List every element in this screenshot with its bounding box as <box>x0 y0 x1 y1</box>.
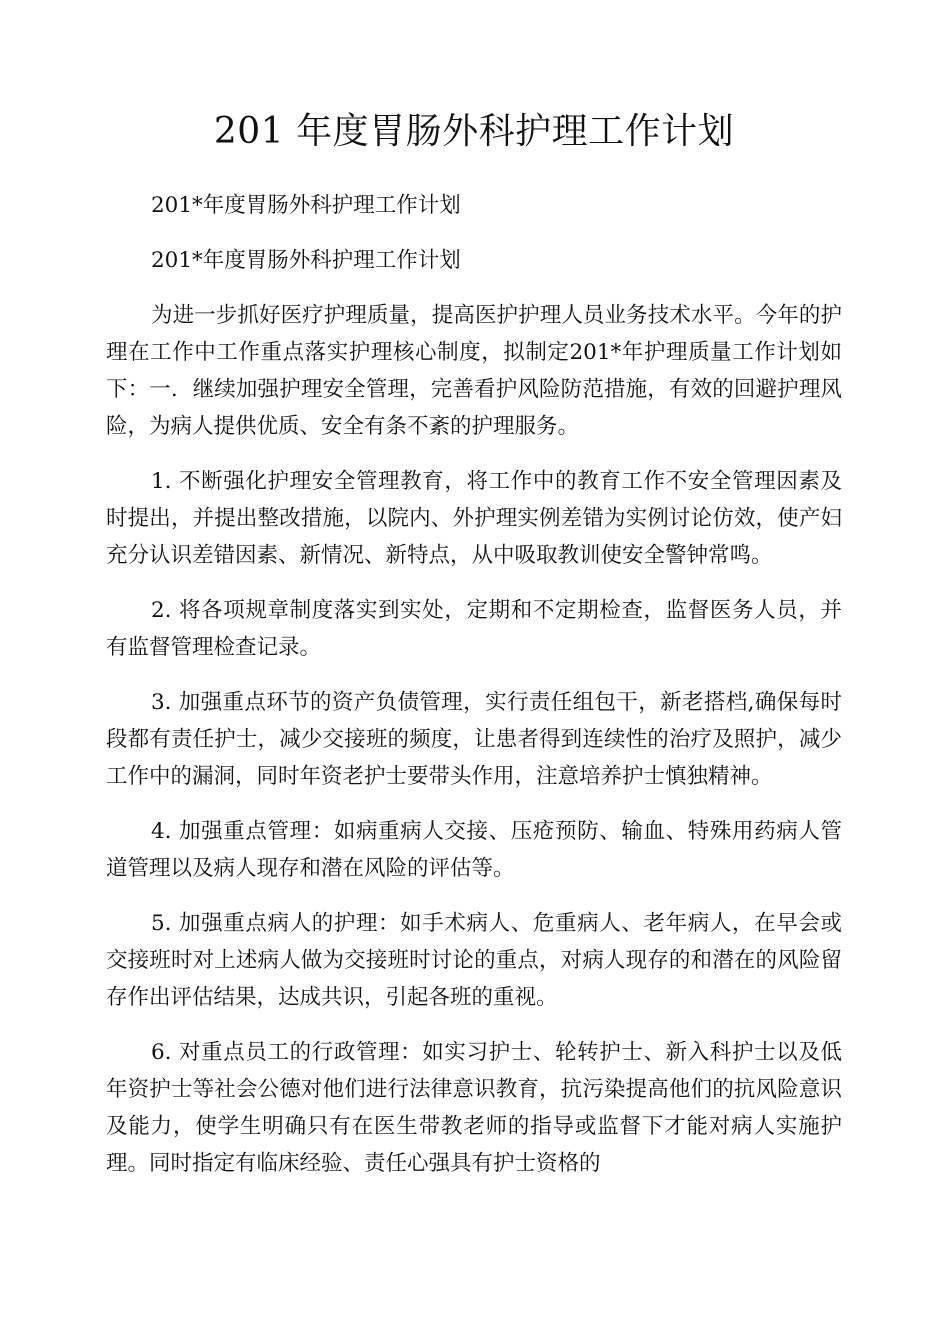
document-title: 201 年度胃肠外科护理工作计划 <box>213 111 735 152</box>
paragraph-item-1: 1. 不断强化护理安全管理教育，将工作中的教育工作不安全管理因素及时提出，并提出整改措施，以院内、外护理实例差错为实例讨论仿效，使产妇充分认识差错因素、新情况、新特点，从中吸取教训使安全警钟常鸣。 <box>106 469 842 568</box>
paragraph-item-4: 4. 加强重点管理：如病重病人交接、压疮预防、输血、特殊用药病人管道管理以及病人现存和潜在风险的评估等。 <box>106 819 842 881</box>
paragraph-item-3: 3. 加强重点环节的资产负债管理，实行责任组包干，新老搭档,确保每时段都有责任护士，减少交接班的频度，让患者得到连续性的治疗及照护，减少工作中的漏洞，同时年资老护士要带头作用，注意培养护士慎独精神。 <box>106 690 842 789</box>
paragraph-item-6: 6. 对重点员工的行政管理：如实习护士、轮转护士、新入科护士以及低年资护士等社会公德对他们进行法律意识教育，抗污染提高他们的抗风险意识及能力，使学生明确只有在医生带教老师的指导或监督下才能对病人实施护理。同时指定有临床经验、责任心强具有护士资格的 <box>106 1040 842 1176</box>
paragraph-intro: 为进一步抓好医疗护理质量，提高医护护理人员业务技术水平。今年的护理在工作中工作重点落实护理核心制度，拟制定201*年护理质量工作计划如下：一．继续加强护理安全管理，完善看护风险防范措施，有效的回避护理风险，为病人提供优质、安全有条不紊的护理服务。 <box>106 303 842 439</box>
paragraph-item-5: 5. 加强重点病人的护理：如手术病人、危重病人、老年病人，在早会或交接班时对上述病人做为交接班时讨论的重点，对病人现存的和潜在的风险留存作出评估结果，达成共识，引起各班的重视。 <box>106 911 842 1010</box>
document-subtitle-1: 201*年度胃肠外科护理工作计划 <box>151 193 461 218</box>
paragraph-item-2: 2. 将各项规章制度落实到实处，定期和不定期检查，监督医务人员，并有监督管理检查记录。 <box>106 598 842 660</box>
document-subtitle-2: 201*年度胃肠外科护理工作计划 <box>151 248 461 273</box>
